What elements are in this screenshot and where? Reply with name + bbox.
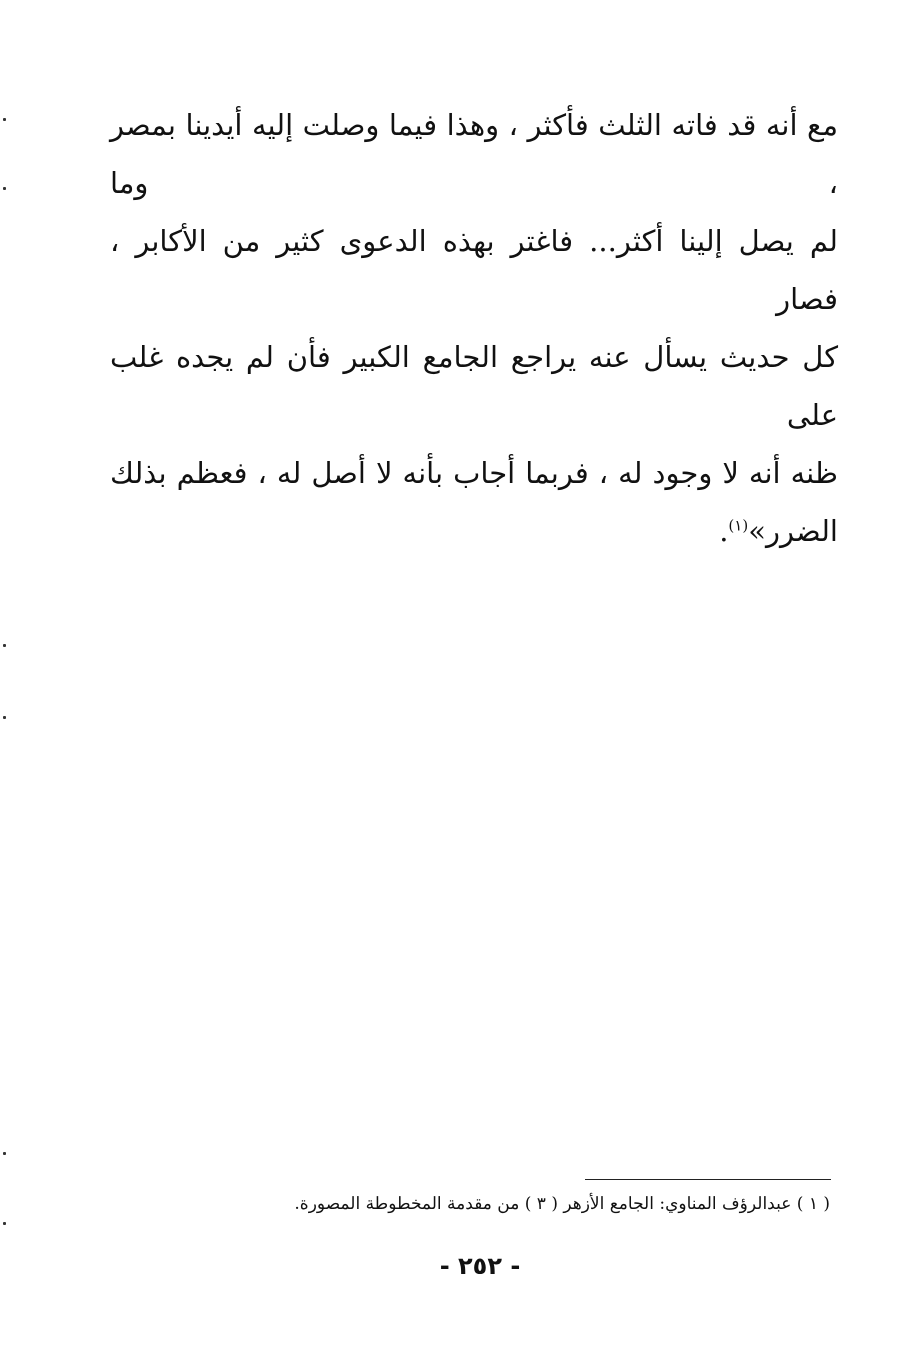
body-line-3: كل حديث يسأل عنه يراجع الجامع الكبير فأن لم يجده غلب على (110, 340, 838, 432)
scan-edge-mark (3, 1222, 6, 1225)
body-line-1: مع أنه قد فاته الثلث فأكثر ، وهذا فيما وصلت إليه أيدينا بمصر ، وما (110, 108, 838, 200)
body-paragraph (110, 96, 838, 560)
body-line-5-text: الضرر» (748, 514, 838, 548)
body-line-5 (110, 502, 838, 560)
body-line-4: ظنه أنه لا وجود له ، فربما أجاب بأنه لا أصل له ، فعظم بذلك (110, 456, 838, 490)
footnote: ( ١ ) عبدالرؤف المناوي: الجامع الأزهر ( ٣ ) من مقدمة المخطوطة المصورة. (294, 1194, 830, 1214)
scan-edge-mark (3, 1152, 6, 1155)
scan-edge-mark (3, 644, 6, 647)
body-line-2: لم يصل إلينا أكثر... فاغتر بهذه الدعوى كثير من الأكابر ، فصار (110, 224, 838, 316)
scan-edge-mark (3, 716, 6, 719)
footnote-reference[interactable]: (١) (728, 516, 749, 535)
scan-edge-mark (3, 187, 6, 190)
scan-edge-mark (3, 118, 6, 121)
closing-punctuation: . (719, 514, 729, 548)
page-number: - ٢٥٢ - (439, 1252, 521, 1280)
footnote-separator (585, 1179, 831, 1180)
